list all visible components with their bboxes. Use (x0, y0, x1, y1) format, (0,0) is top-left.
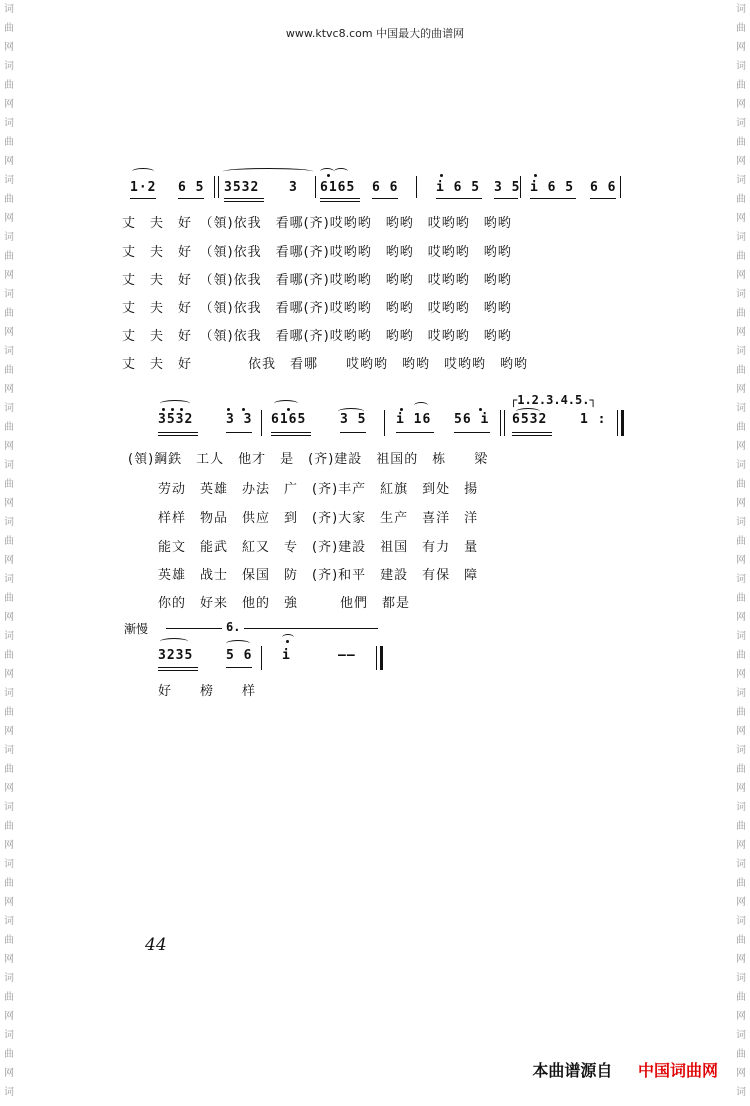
barline (520, 176, 521, 198)
watermark-glyph: 网 (4, 612, 14, 623)
watermark-glyph: 网 (736, 327, 746, 338)
underline (512, 435, 552, 436)
watermark-glyph: 曲 (4, 935, 14, 946)
lyric-line: 样样 物品 供应 到 (齐)大家 生产 喜洋 洋 (158, 511, 479, 526)
watermark-glyph: 词 (736, 460, 746, 471)
slur (414, 402, 428, 409)
watermark-glyph: 曲 (4, 650, 14, 661)
watermark-glyph: 网 (4, 1068, 14, 1079)
barline (384, 410, 385, 436)
watermark-glyph: 曲 (4, 308, 14, 319)
watermark-glyph: 网 (736, 213, 746, 224)
watermark-glyph: 曲 (736, 80, 746, 91)
watermark-glyph: 词 (736, 289, 746, 300)
barline (261, 646, 262, 670)
watermark-glyph: 网 (736, 99, 746, 110)
rit-line (166, 628, 222, 629)
watermark-glyph: 网 (736, 441, 746, 452)
note-group: 6532 (512, 412, 548, 427)
watermark-glyph: 曲 (4, 194, 14, 205)
barline (315, 176, 316, 198)
watermark-glyph: 词 (4, 517, 14, 528)
watermark-glyph: 曲 (736, 1049, 746, 1060)
watermark-glyph: 词 (736, 1087, 746, 1098)
lyric-line: 丈 夫 好 （領)依我 看哪(齐)哎哟哟 哟哟 哎哟哟 哟哟 (122, 301, 512, 316)
watermark-glyph: 曲 (4, 479, 14, 490)
watermark-glyph: 网 (736, 270, 746, 281)
watermark-glyph: 词 (736, 232, 746, 243)
note-group: 3532 (224, 180, 260, 195)
watermark-glyph: 曲 (4, 137, 14, 148)
rit-line (244, 628, 378, 629)
watermark-glyph: 词 (736, 574, 746, 585)
watermark-glyph: 词 (4, 460, 14, 471)
watermark-glyph: 词 (736, 631, 746, 642)
ending-label: 6. (226, 620, 241, 634)
repeat-barline (621, 410, 624, 436)
watermark-glyph: 词 (4, 289, 14, 300)
watermark-glyph: 曲 (4, 1049, 14, 1060)
watermark-glyph: 曲 (4, 80, 14, 91)
watermark-glyph: 网 (736, 498, 746, 509)
high-octave-dot (242, 408, 245, 411)
note-group: i 6 5 (436, 180, 481, 195)
note-group: —— (338, 648, 356, 663)
note-group: 6 5 (178, 180, 205, 195)
watermark-glyph: 网 (4, 555, 14, 566)
note-group: i 16 (396, 412, 432, 427)
note-group: 6165 (320, 180, 356, 195)
underline (158, 432, 198, 433)
lyric-line: 英雄 战士 保国 防 (齐)和平 建設 有保 障 (158, 568, 479, 583)
watermark-glyph: 词 (736, 61, 746, 72)
watermark-glyph: 词 (4, 403, 14, 414)
high-octave-dot (287, 408, 290, 411)
watermark-glyph: 网 (736, 612, 746, 623)
barline (504, 410, 505, 436)
underline (372, 198, 398, 199)
barline (416, 176, 417, 198)
watermark-glyph: 网 (4, 99, 14, 110)
note-group: 1·2 (130, 180, 157, 195)
watermark-glyph: 词 (736, 346, 746, 357)
footer-source: 本曲谱源自 (532, 1061, 613, 1080)
watermark-glyph: 网 (4, 783, 14, 794)
side-watermark-left (0, 0, 18, 1102)
watermark-glyph: 网 (736, 783, 746, 794)
watermark-glyph: 词 (736, 802, 746, 813)
note-group: 56 i (454, 412, 490, 427)
underline (158, 667, 198, 668)
watermark-glyph: 词 (4, 688, 14, 699)
watermark-glyph: 词 (4, 61, 14, 72)
lyric-line: 能文 能武 紅又 专 (齐)建設 祖国 有力 量 (158, 540, 479, 555)
watermark-glyph: 网 (4, 840, 14, 851)
watermark-glyph: 网 (4, 156, 14, 167)
watermark-glyph: 曲 (736, 536, 746, 547)
barline (620, 176, 621, 198)
lyric-line: 丈 夫 好 （領)依我 看哪(齐)哎哟哟 哟哟 哎哟哟 哟哟 (122, 329, 512, 344)
note-group: 3 5 (340, 412, 367, 427)
watermark-glyph: 网 (4, 441, 14, 452)
watermark-glyph: 词 (736, 688, 746, 699)
watermark-glyph: 词 (4, 574, 14, 585)
lyric-line: 丈 夫 好 依我 看哪 哎哟哟 哟哟 哎哟哟 哟哟 (122, 357, 529, 372)
underline (512, 432, 552, 433)
watermark-glyph: 网 (4, 498, 14, 509)
watermark-glyph: 曲 (736, 308, 746, 319)
underline (158, 435, 198, 436)
barline (214, 176, 215, 198)
watermark-glyph: 词 (4, 745, 14, 756)
watermark-glyph: 曲 (736, 935, 746, 946)
barline (617, 410, 618, 436)
barline (376, 646, 377, 670)
high-octave-dot (327, 174, 330, 177)
watermark-glyph: 曲 (4, 707, 14, 718)
watermark-glyph: 网 (736, 954, 746, 965)
watermark-glyph: 词 (4, 232, 14, 243)
underline (530, 198, 576, 199)
watermark-glyph: 词 (736, 745, 746, 756)
note-group: 6 6 (590, 180, 617, 195)
watermark-glyph: 词 (4, 916, 14, 927)
lyric-line: 你的 好来 他的 強 他們 都是 (158, 596, 411, 611)
note-group: 6165 (271, 412, 307, 427)
lyric-line: 劳动 英雄 办法 广 (齐)丰产 紅旗 到处 揚 (158, 482, 479, 497)
note-group: 3 5 (494, 180, 521, 195)
site-header: www.ktvc8.com 中国最大的曲谱网 (285, 27, 465, 40)
watermark-glyph: 曲 (4, 992, 14, 1003)
volta-bracket: ┌1.2.3.4.5.┐ (510, 393, 597, 407)
watermark-glyph: 曲 (736, 422, 746, 433)
high-octave-dot (479, 408, 482, 411)
watermark-glyph: 词 (4, 802, 14, 813)
underline (226, 667, 252, 668)
watermark-glyph: 曲 (736, 992, 746, 1003)
lyric-line: 丈 夫 好 （領)依我 看哪(齐)哎哟哟 哟哟 哎哟哟 哟哟 (122, 245, 512, 260)
note-group: 6 6 (372, 180, 399, 195)
watermark-glyph: 曲 (4, 251, 14, 262)
underline (396, 432, 434, 433)
watermark-glyph: 曲 (736, 650, 746, 661)
high-octave-dot (227, 408, 230, 411)
watermark-glyph: 词 (4, 175, 14, 186)
watermark-glyph: 曲 (736, 194, 746, 205)
slur (132, 168, 154, 175)
watermark-glyph: 网 (4, 270, 14, 281)
watermark-glyph: 词 (736, 517, 746, 528)
watermark-glyph: 网 (4, 213, 14, 224)
watermark-glyph: 网 (736, 1068, 746, 1079)
high-octave-dot (171, 408, 174, 411)
note-group: 5 6 (226, 648, 253, 663)
watermark-glyph: 曲 (736, 764, 746, 775)
watermark-glyph: 曲 (4, 23, 14, 34)
watermark-glyph: 网 (736, 840, 746, 851)
watermark-glyph: 曲 (4, 593, 14, 604)
lyric-line: 丈 夫 好 （領)依我 看哪(齐)哎哟哟 哟哟 哎哟哟 哟哟 (122, 216, 512, 231)
tie (223, 168, 313, 175)
underline (494, 198, 518, 199)
slur (334, 168, 348, 175)
note-group: 1 : (580, 412, 607, 427)
lyric-line: (領)鋼鉄 工人 他才 是 (齐)建設 祖国的 栋 梁 (128, 452, 489, 467)
watermark-glyph: 网 (736, 1011, 746, 1022)
watermark-glyph: 曲 (4, 422, 14, 433)
underline (271, 435, 311, 436)
final-barline (380, 646, 383, 670)
watermark-glyph: 曲 (736, 821, 746, 832)
watermark-glyph: 曲 (4, 365, 14, 376)
watermark-glyph: 曲 (4, 764, 14, 775)
underline (130, 198, 156, 199)
slur (226, 640, 250, 647)
watermark-glyph: 曲 (736, 707, 746, 718)
watermark-glyph: 曲 (736, 137, 746, 148)
underline (454, 432, 490, 433)
barline (261, 410, 262, 436)
watermark-glyph: 网 (4, 954, 14, 965)
underline (320, 201, 360, 202)
lyric-line: 丈 夫 好 （領)依我 看哪(齐)哎哟哟 哟哟 哎哟哟 哟哟 (122, 273, 512, 288)
note-group: 3 (289, 180, 298, 195)
watermark-glyph: 词 (4, 1087, 14, 1098)
watermark-glyph: 曲 (736, 593, 746, 604)
watermark-glyph: 曲 (736, 251, 746, 262)
watermark-glyph: 网 (4, 1011, 14, 1022)
watermark-glyph: 词 (736, 175, 746, 186)
watermark-glyph: 词 (4, 118, 14, 129)
underline (226, 432, 252, 433)
watermark-glyph: 词 (736, 973, 746, 984)
underline (158, 670, 198, 671)
underline (320, 198, 360, 199)
watermark-glyph: 网 (4, 42, 14, 53)
watermark-glyph: 词 (736, 1030, 746, 1041)
slur (160, 638, 188, 645)
note-group: 3 3 (226, 412, 253, 427)
high-octave-dot (440, 174, 443, 177)
watermark-glyph: 词 (736, 118, 746, 129)
watermark-glyph: 网 (736, 555, 746, 566)
footer-brand: 中国词曲网 (637, 1061, 718, 1080)
footer-credit (532, 1058, 718, 1081)
watermark-glyph: 网 (736, 897, 746, 908)
watermark-glyph: 网 (4, 327, 14, 338)
watermark-glyph: 网 (4, 897, 14, 908)
watermark-glyph: 网 (736, 384, 746, 395)
watermark-glyph: 词 (4, 973, 14, 984)
underline (271, 432, 311, 433)
note-group: i (282, 648, 291, 663)
watermark-glyph: 词 (736, 4, 746, 15)
watermark-glyph: 曲 (736, 479, 746, 490)
watermark-glyph: 网 (4, 726, 14, 737)
high-octave-dot (400, 408, 403, 411)
watermark-glyph: 曲 (4, 536, 14, 547)
watermark-glyph: 网 (736, 726, 746, 737)
watermark-glyph: 网 (736, 156, 746, 167)
watermark-glyph: 曲 (4, 821, 14, 832)
underline (224, 198, 264, 199)
high-octave-dot (162, 408, 165, 411)
underline (224, 201, 264, 202)
watermark-glyph: 曲 (736, 23, 746, 34)
note-group: 3235 (158, 648, 194, 663)
note-group: 3532 (158, 412, 194, 427)
watermark-glyph: 词 (736, 403, 746, 414)
underline (436, 198, 482, 199)
underline (178, 198, 204, 199)
lyric-line: 好 榜 样 (158, 684, 257, 699)
watermark-glyph: 网 (736, 42, 746, 53)
barline (218, 176, 219, 198)
underline (340, 432, 366, 433)
watermark-glyph: 曲 (4, 878, 14, 889)
watermark-glyph: 词 (4, 4, 14, 15)
fermata-dot (286, 640, 289, 643)
slur (160, 400, 190, 407)
watermark-glyph: 网 (4, 384, 14, 395)
watermark-glyph: 词 (4, 859, 14, 870)
watermark-glyph: 词 (4, 1030, 14, 1041)
high-octave-dot (180, 408, 183, 411)
tempo-marking: 漸慢 (124, 622, 149, 636)
high-octave-dot (534, 174, 537, 177)
watermark-glyph: 词 (4, 346, 14, 357)
watermark-glyph: 词 (736, 859, 746, 870)
page-number: 44 (145, 935, 167, 955)
watermark-glyph: 网 (736, 669, 746, 680)
watermark-glyph: 网 (4, 669, 14, 680)
watermark-glyph: 词 (4, 631, 14, 642)
watermark-glyph: 词 (736, 916, 746, 927)
barline (500, 410, 501, 436)
slur (274, 400, 298, 407)
watermark-glyph: 曲 (736, 365, 746, 376)
underline (590, 198, 616, 199)
watermark-glyph: 曲 (736, 878, 746, 889)
side-watermark-right (732, 0, 750, 1102)
note-group: i 6 5 (530, 180, 575, 195)
